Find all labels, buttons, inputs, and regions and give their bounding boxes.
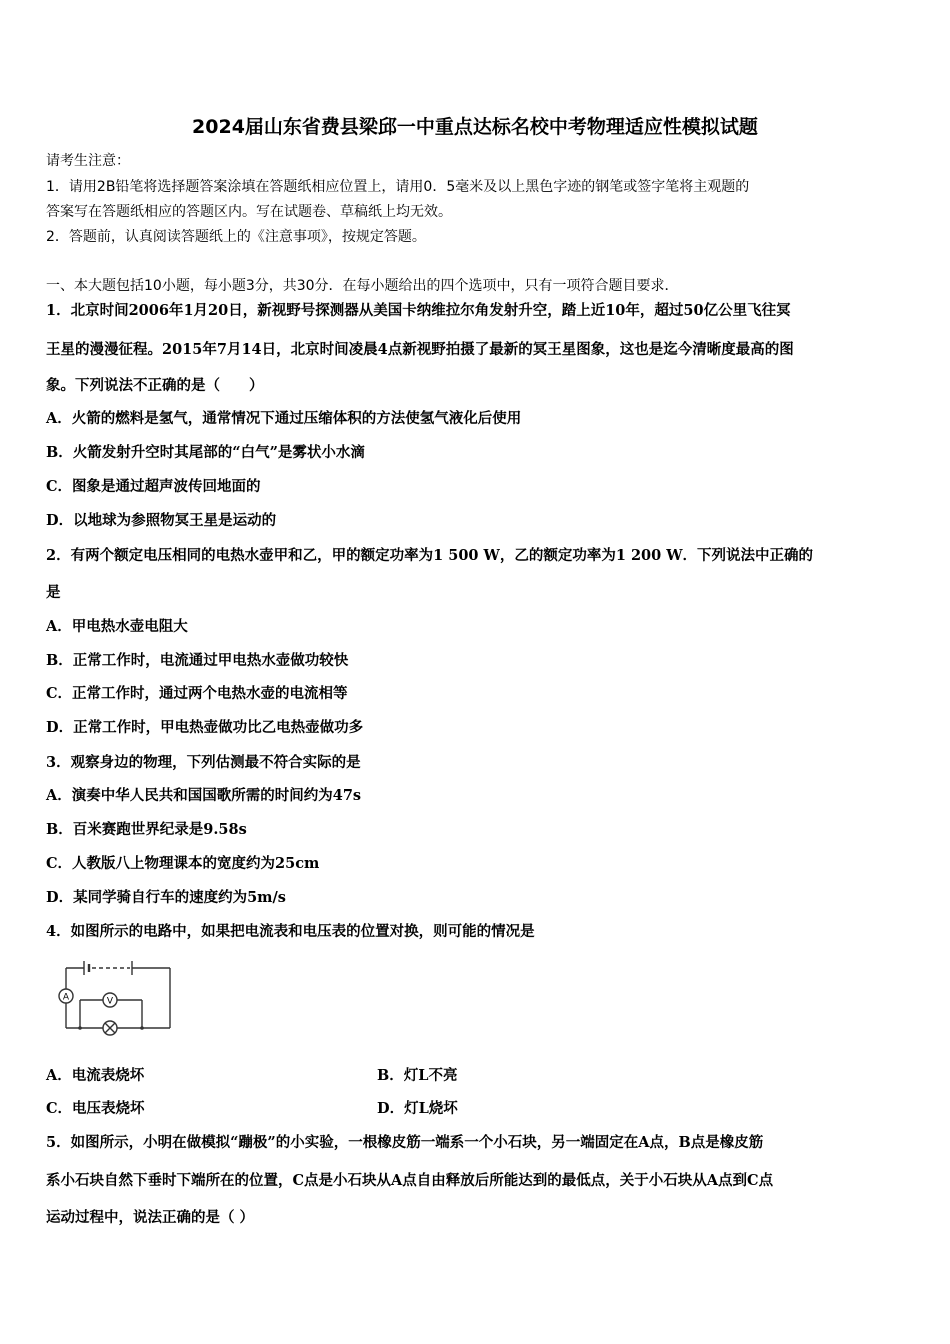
question-1-option-d: D．以地球为参照物冥王星是运动的 [46,512,277,529]
question-4-option-c: C．电压表烧坏 [46,1100,145,1117]
ammeter-label: A [62,992,70,1003]
question-2-stem-line-2: 是 [46,584,61,601]
question-1-option-c: C．图象是通过超声波传回地面的 [46,478,261,495]
question-1-option-a: A．火箭的燃料是氢气，通常情况下通过压缩体积的方法使氢气液化后使用 [46,410,522,427]
question-2-option-d: D．正常工作时，甲电热壶做功比乙电热壶做功多 [46,719,364,736]
question-3-option-a: A．演奏中华人民共和国国歌所需的时间约为47s [46,787,362,804]
section-heading: 一、本大题包括10小题，每小题3分，共30分．在每小题给出的四个选项中，只有一项符合题目要求． [46,278,679,294]
junction-left [78,1026,82,1030]
question-3-option-d: D．某同学骑自行车的速度约为5m/s [46,889,286,906]
question-2-stem-line-1: 2．有两个额定电压相同的电热水壶甲和乙，甲的额定功率为1 500 W，乙的额定功率为1 200 W．下列说法中正确的 [46,547,814,564]
question-4-option-b: B．灯L不亮 [377,1067,458,1084]
question-4-option-a: A．电流表烧坏 [46,1067,145,1084]
voltmeter-label: V [106,996,114,1007]
question-4-stem: 4．如图所示的电路中，如果把电流表和电压表的位置对换，则可能的情况是 [46,923,535,940]
question-1-option-b: B．火箭发射升空时其尾部的“白气”是雾状小水滴 [46,444,365,461]
question-3-stem: 3．观察身边的物理，下列估测最不符合实际的是 [46,754,361,771]
notice-item-1-cont: 答案写在答题纸相应的答题区内。写在试题卷、草稿纸上均无效。 [46,204,452,220]
junction-right [140,1026,144,1030]
question-4-option-d: D．灯L烧坏 [377,1100,458,1117]
question-5-stem-line-2: 系小石块自然下垂时下端所在的位置，C点是小石块从A点自由释放后所能达到的最低点，关于小石块从A点到C点 [46,1172,774,1189]
circuit-diagram [48,958,174,1038]
question-2-option-c: C．正常工作时，通过两个电热水壶的电流相等 [46,685,348,702]
question-1-stem-line-2: 王星的漫漫征程。2015年7月14日，北京时间凌晨4点新视野拍摄了最新的冥王星图象，这也是迄今清晰度最高的图 [46,341,794,358]
question-5-stem-line-3: 运动过程中，说法正确的是（ ） [46,1209,255,1226]
question-3-option-b: B．百米赛跑世界纪录是9.58s [46,821,247,838]
notice-item-1: 1．请用2B铅笔将选择题答案涂填在答题纸相应位置上，请用0．5毫米及以上黑色字迹的钢笔或签字笔将主观题的 [46,179,750,195]
question-1-stem-line-1: 1．北京时间2006年1月20日，新视野号探测器从美国卡纳维拉尔角发射升空，踏上近10年，超过50亿公里飞往冥 [46,302,791,319]
notice-heading: 请考生注意： [46,153,130,169]
question-2-option-b: B．正常工作时，电流通过甲电热水壶做功较快 [46,652,349,669]
page-title: 2024届山东省费县梁邱一中重点达标名校中考物理适应性模拟试题 [192,116,758,138]
question-2-option-a: A．甲电热水壶电阻大 [46,618,188,635]
question-5-stem-line-1: 5．如图所示，小明在做模拟“蹦极”的小实验，一根橡皮筋一端系一个小石块，另一端固定在A点，B点是橡皮筋 [46,1134,764,1151]
question-3-option-c: C．人教版八上物理课本的宽度约为25cm [46,855,320,872]
question-1-stem-line-3: 象。下列说法不正确的是（ ） [46,377,264,394]
notice-item-2: 2．答题前，认真阅读答题纸上的《注意事项》，按规定答题。 [46,229,426,245]
